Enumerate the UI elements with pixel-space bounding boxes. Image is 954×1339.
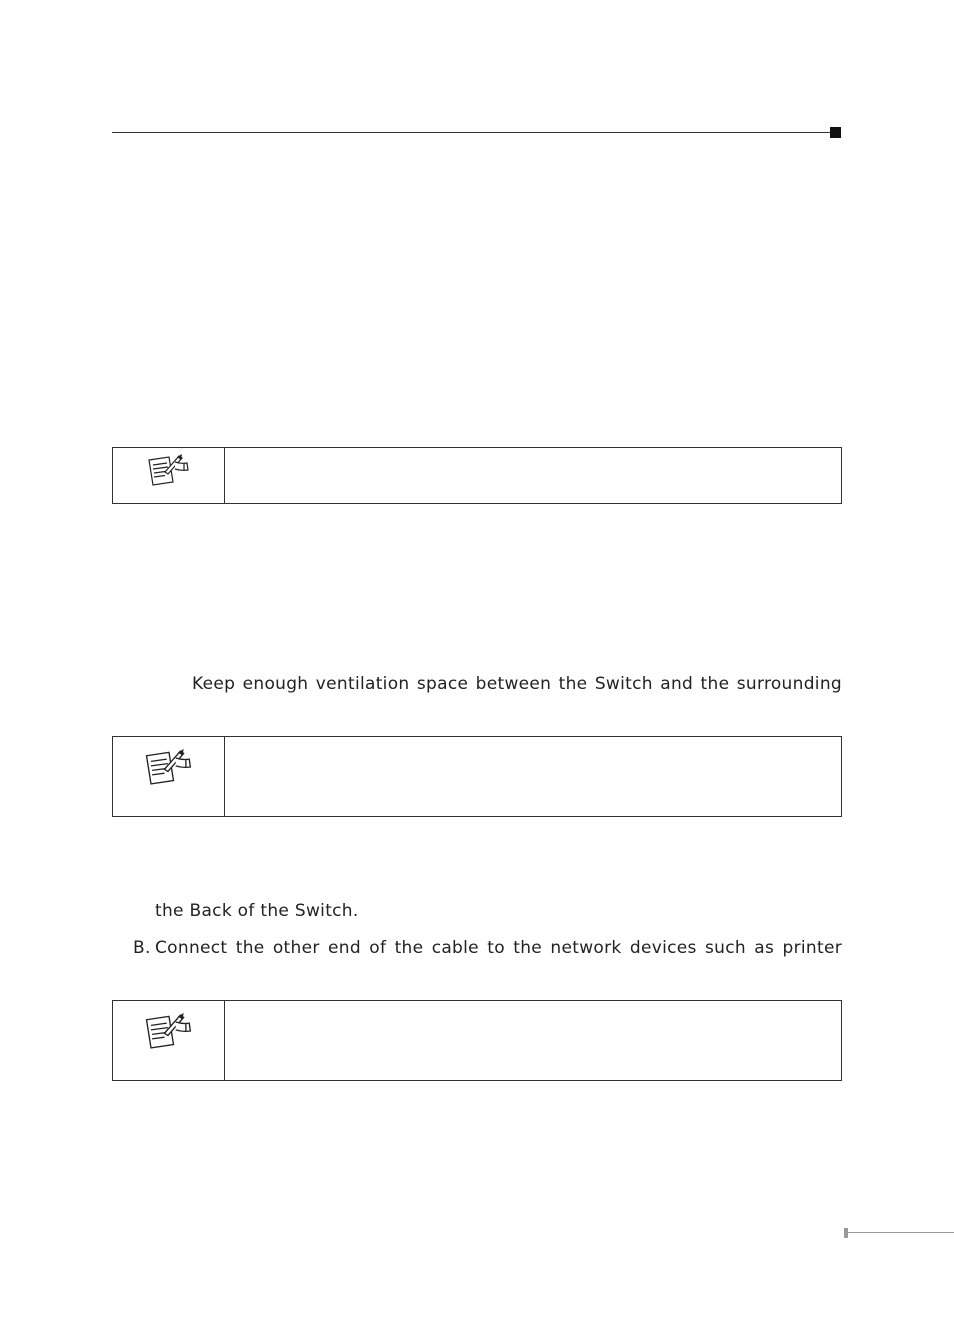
footer-tick: [844, 1228, 848, 1238]
footer-rule: [848, 1232, 954, 1233]
header-square-marker: [830, 127, 841, 138]
back-of-switch-text: the Back of the Switch.: [155, 901, 359, 921]
note-pen-icon: [142, 1010, 196, 1052]
note-box-2: [112, 736, 842, 817]
step-b-text: Connect the other end of the cable to the network devices such as printer: [155, 938, 842, 958]
note-pen-icon: [145, 452, 193, 488]
step-b-marker: B.: [133, 938, 151, 958]
note-icon-cell: [113, 448, 225, 503]
note-icon-cell: [113, 737, 225, 816]
note-box-1: [112, 447, 842, 504]
header-rule: [112, 132, 832, 133]
note-box-3: [112, 1000, 842, 1081]
note-icon-cell: [113, 1001, 225, 1080]
ventilation-paragraph: Keep enough ventilation space between the Switch and the surrounding: [192, 674, 842, 694]
note-pen-icon: [142, 746, 196, 788]
